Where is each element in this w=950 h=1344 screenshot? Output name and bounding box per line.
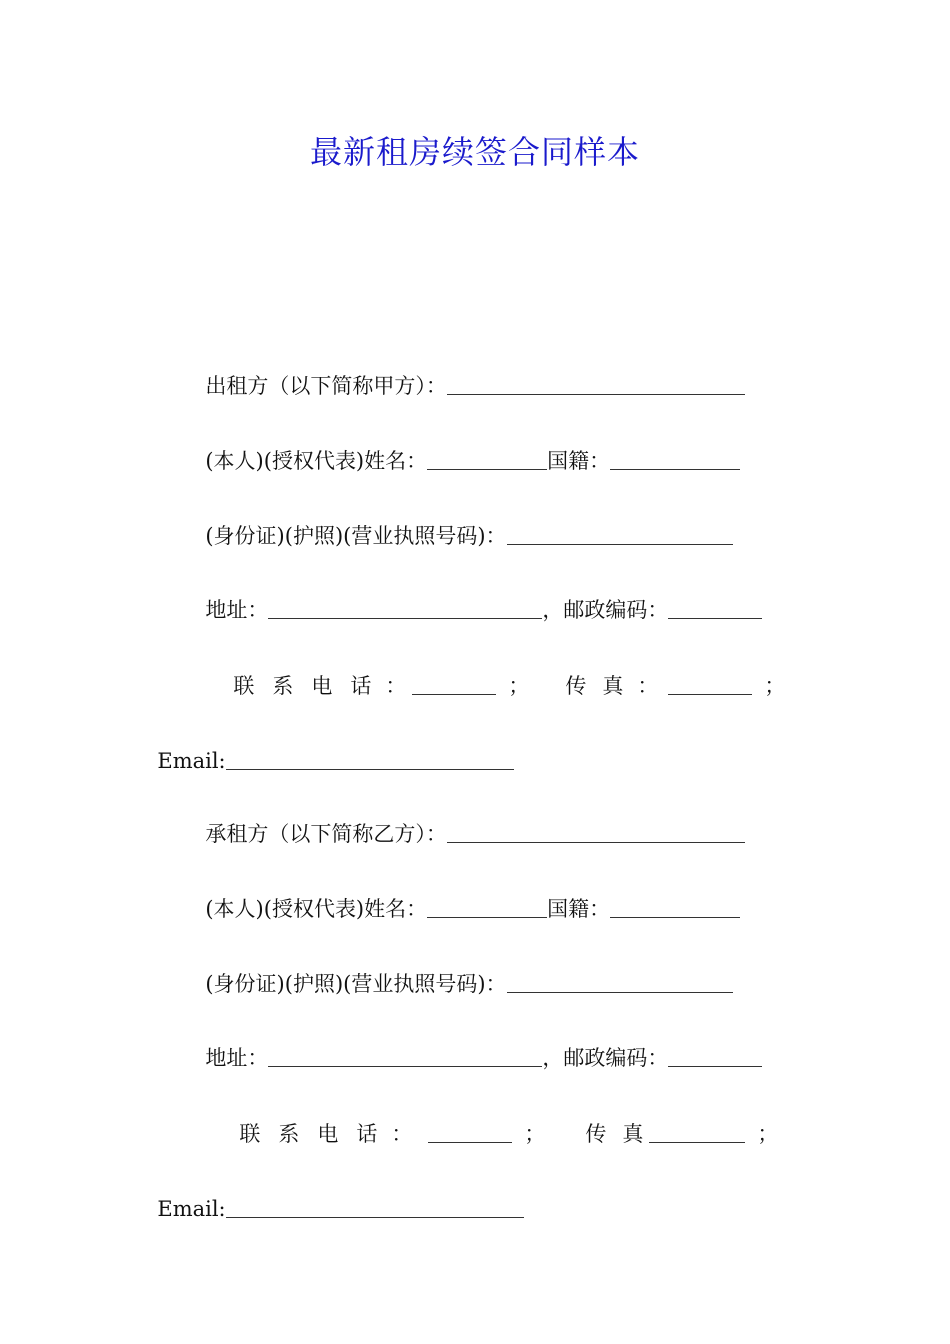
semicolon: ；	[764, 674, 786, 698]
postcode-blank[interactable]	[668, 598, 762, 619]
phone-char: ：	[385, 674, 407, 698]
lessor-name-line	[192, 419, 740, 475]
lessee-id-line	[192, 942, 733, 998]
phone-char: 电	[311, 674, 333, 698]
email-label: Email:	[157, 749, 226, 773]
postcode-label: ，邮政编码：	[542, 598, 669, 622]
lessee-name-line	[192, 867, 740, 923]
lessee-email-line	[144, 1167, 524, 1223]
lessee-label: 承租方（以下简称乙方）：	[205, 822, 447, 846]
nationality-blank[interactable]	[610, 449, 740, 470]
lessor-phone-line	[220, 644, 785, 700]
name-label: (本人)(授权代表)姓名：	[205, 897, 428, 921]
phone-blank[interactable]	[412, 674, 496, 695]
lessor-blank[interactable]	[447, 374, 745, 395]
postcode-blank[interactable]	[668, 1046, 762, 1067]
phone-char: 话	[350, 674, 372, 698]
name-blank[interactable]	[427, 897, 547, 918]
address-blank[interactable]	[268, 1046, 542, 1067]
fax-char: 传	[585, 1122, 607, 1146]
semicolon: ；	[524, 1122, 546, 1146]
fax-char: 真	[622, 1122, 644, 1146]
lessor-email-line	[144, 719, 514, 775]
lessee-address-line	[192, 1016, 762, 1072]
fax-blank[interactable]	[649, 1122, 745, 1143]
lessor-line	[192, 344, 745, 400]
fax-char: 传	[565, 674, 587, 698]
name-blank[interactable]	[427, 449, 547, 470]
fax-char: ：	[637, 674, 659, 698]
id-label: (身份证)(护照)(营业执照号码)：	[205, 972, 507, 996]
phone-char: 系	[278, 1122, 300, 1146]
lessee-line	[192, 792, 745, 848]
lessee-blank[interactable]	[447, 822, 745, 843]
name-label: (本人)(授权代表)姓名：	[205, 449, 428, 473]
id-label: (身份证)(护照)(营业执照号码)：	[205, 524, 507, 548]
email-blank[interactable]	[226, 749, 514, 770]
phone-char: 电	[317, 1122, 339, 1146]
document-title: 最新租房续签合同样本	[309, 133, 640, 171]
address-label: 地址：	[205, 1046, 269, 1070]
phone-char: 话	[356, 1122, 378, 1146]
address-blank[interactable]	[268, 598, 542, 619]
phone-char: 联	[233, 674, 255, 698]
email-label: Email:	[157, 1197, 226, 1221]
fax-blank[interactable]	[668, 674, 752, 695]
lessor-address-line	[192, 568, 762, 624]
nationality-blank[interactable]	[610, 897, 740, 918]
phone-char: ：	[391, 1122, 413, 1146]
id-blank[interactable]	[507, 524, 733, 545]
phone-char: 系	[272, 674, 294, 698]
email-blank[interactable]	[226, 1197, 524, 1218]
address-label: 地址：	[205, 598, 269, 622]
id-blank[interactable]	[507, 972, 733, 993]
semicolon: ；	[757, 1122, 779, 1146]
semicolon: ；	[508, 674, 530, 698]
fax-char: 真	[602, 674, 624, 698]
nationality-label: 国籍：	[547, 897, 611, 921]
phone-blank[interactable]	[428, 1122, 512, 1143]
lessor-label: 出租方（以下简称甲方）：	[205, 374, 447, 398]
lessor-id-line	[192, 494, 733, 550]
nationality-label: 国籍：	[547, 449, 611, 473]
phone-char: 联	[239, 1122, 261, 1146]
postcode-label: ，邮政编码：	[542, 1046, 669, 1070]
lessee-phone-line	[226, 1092, 778, 1148]
